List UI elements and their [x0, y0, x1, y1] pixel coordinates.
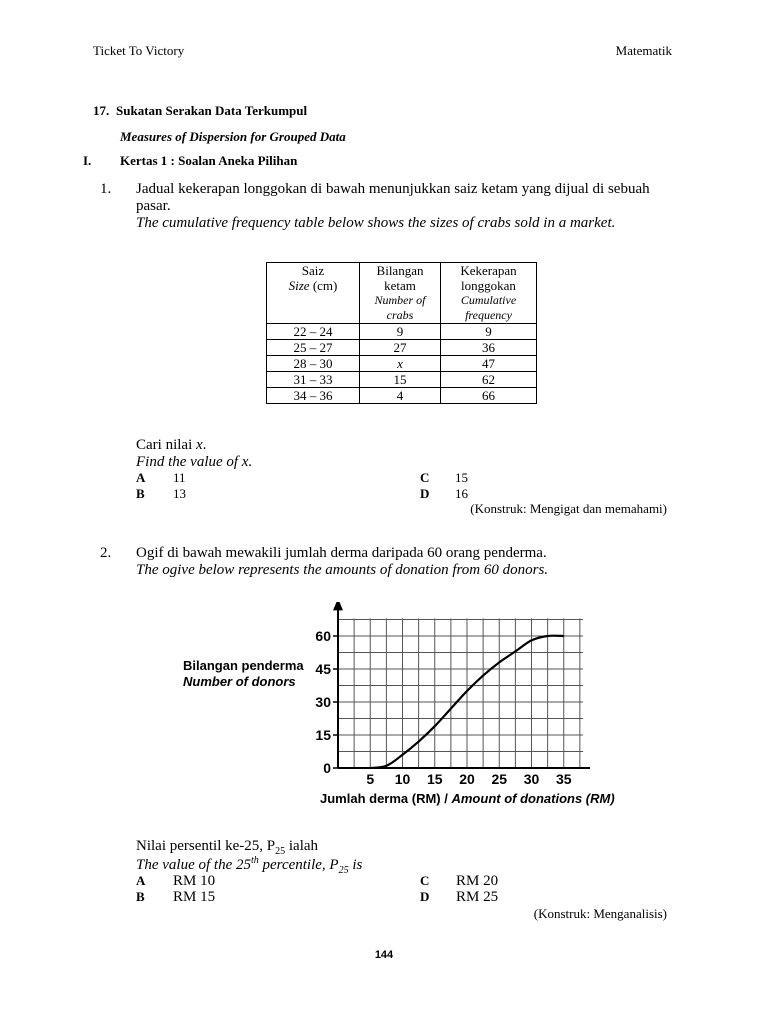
x-axis-label — [320, 791, 615, 806]
q1-text-ms-line1: Jadual kekerapan longgokan di bawah menunjukkan saiz ketam yang dijual di sebuah — [136, 181, 650, 197]
q2-option-d-letter: D — [420, 889, 430, 904]
q2-text-en: The ogive below represents the amounts of donation from 60 donors. — [136, 562, 549, 578]
q1-option-c-value[interactable]: 15 — [455, 470, 468, 485]
q1-text-ms-line2: pasar. — [136, 198, 171, 214]
table-header-row — [267, 263, 537, 324]
q1-prompt-en: Find the value of x. — [136, 454, 253, 470]
header-cumulative-frequency: Kekerapan longgokan Cumulative frequency — [441, 263, 537, 324]
q2-option-a-value[interactable]: RM 10 — [173, 873, 216, 889]
q1-option-d-value[interactable]: 16 — [455, 486, 468, 501]
q1-construct: (Konstruk: Mengigat dan memahami) — [470, 501, 667, 516]
q1-option-c-letter: C — [420, 470, 430, 485]
q1-option-a-letter: A — [136, 470, 146, 485]
cell-count: 4 — [360, 388, 441, 404]
q2-prompt-ms: Nilai persentil ke-25, $P_{25}$ ialah — [136, 838, 319, 857]
x-axis-label-en: Amount of donations (RM) — [451, 791, 615, 806]
q1-option-b-value[interactable]: 13 — [173, 486, 186, 501]
y-axis-label-ms: Bilangan penderma — [183, 658, 304, 673]
cell-size: 22 – 24 — [267, 324, 360, 340]
header-size: Saiz Size (cm) — [267, 263, 360, 324]
cell-size: 28 – 30 — [267, 356, 360, 372]
y-tick-label: 45 — [315, 661, 331, 677]
table-row — [267, 324, 537, 340]
x-tick-labels — [366, 771, 571, 787]
q1-text-en: The cumulative frequency table below shows the sizes of crabs sold in a market. — [136, 215, 616, 231]
cell-cumulative: 9 — [441, 324, 537, 340]
q1-option-d-letter: D — [420, 486, 430, 501]
q2-option-a-letter: A — [136, 873, 146, 888]
y-tick-labels — [315, 628, 338, 776]
cell-size: 31 – 33 — [267, 372, 360, 388]
header-left: Ticket To Victory — [93, 43, 185, 58]
table-row — [267, 388, 537, 404]
q1-number: 1. — [100, 181, 112, 197]
x-tick-label: 35 — [555, 771, 572, 787]
header-right: Matematik — [615, 43, 672, 58]
x-axis-label-ms: Jumlah derma (RM) / — [320, 791, 448, 806]
x-tick-label: 10 — [394, 771, 411, 787]
q2-prompt-en: The value of the 25th percentile, $P_{25}$ is — [136, 855, 363, 876]
cell-cumulative: 47 — [441, 356, 537, 372]
x-tick-label: 5 — [366, 771, 375, 787]
cell-cumulative: 66 — [441, 388, 537, 404]
cell-count: 27 — [360, 340, 441, 356]
y-tick-label: 60 — [315, 628, 331, 644]
cell-cumulative: 36 — [441, 340, 537, 356]
x-tick-label: 15 — [426, 771, 443, 787]
q2-option-c-value[interactable]: RM 20 — [456, 873, 499, 889]
cell-size: 25 – 27 — [267, 340, 360, 356]
y-axis-arrow-icon — [333, 602, 343, 610]
part-roman: I. — [83, 153, 92, 168]
table-row — [267, 356, 537, 372]
cell-size: 34 – 36 — [267, 388, 360, 404]
y-axis-label-en: Number of donors — [183, 674, 296, 689]
q1-prompt-ms: Cari nilai x. — [136, 437, 207, 453]
axes — [333, 602, 590, 773]
cell-count: 9 — [360, 324, 441, 340]
table-row — [267, 340, 537, 356]
cell-count: 15 — [360, 372, 441, 388]
q2-text-ms: Ogif di bawah mewakili jumlah derma daripada 60 orang penderma. — [136, 545, 547, 561]
q2-option-b-letter: B — [136, 889, 145, 904]
x-tick-label: 25 — [491, 771, 508, 787]
cell-cumulative: 62 — [441, 372, 537, 388]
q1-option-a-value[interactable]: 11 — [173, 470, 186, 485]
q2-option-d-value[interactable]: RM 25 — [456, 889, 499, 905]
x-tick-label: 30 — [523, 771, 540, 787]
cumulative-frequency-table — [266, 262, 537, 404]
y-tick-label: 15 — [315, 727, 331, 743]
q2-option-b-value[interactable]: RM 15 — [173, 889, 216, 905]
q1-option-b-letter: B — [136, 486, 145, 501]
table-row — [267, 372, 537, 388]
q2-number: 2. — [100, 545, 112, 561]
section-title: Sukatan Serakan Data Terkumpul — [116, 103, 308, 118]
grid — [338, 618, 583, 768]
cell-count: x — [360, 356, 441, 372]
x-tick-label: 20 — [459, 771, 475, 787]
q2-construct: (Konstruk: Menganalisis) — [533, 906, 667, 921]
header-number-of-crabs: Bilangan ketam Number of crabs — [360, 263, 441, 324]
section-number: 17. — [93, 103, 110, 118]
page-number: 144 — [374, 949, 394, 961]
q2-option-c-letter: C — [420, 873, 430, 888]
section-subtitle: Measures of Dispersion for Grouped Data — [120, 129, 346, 144]
part-title: Kertas 1 : Soalan Aneka Pilihan — [120, 153, 298, 168]
y-tick-label: 30 — [315, 694, 331, 710]
y-tick-label: 0 — [323, 760, 331, 776]
ogive-chart — [180, 602, 590, 792]
